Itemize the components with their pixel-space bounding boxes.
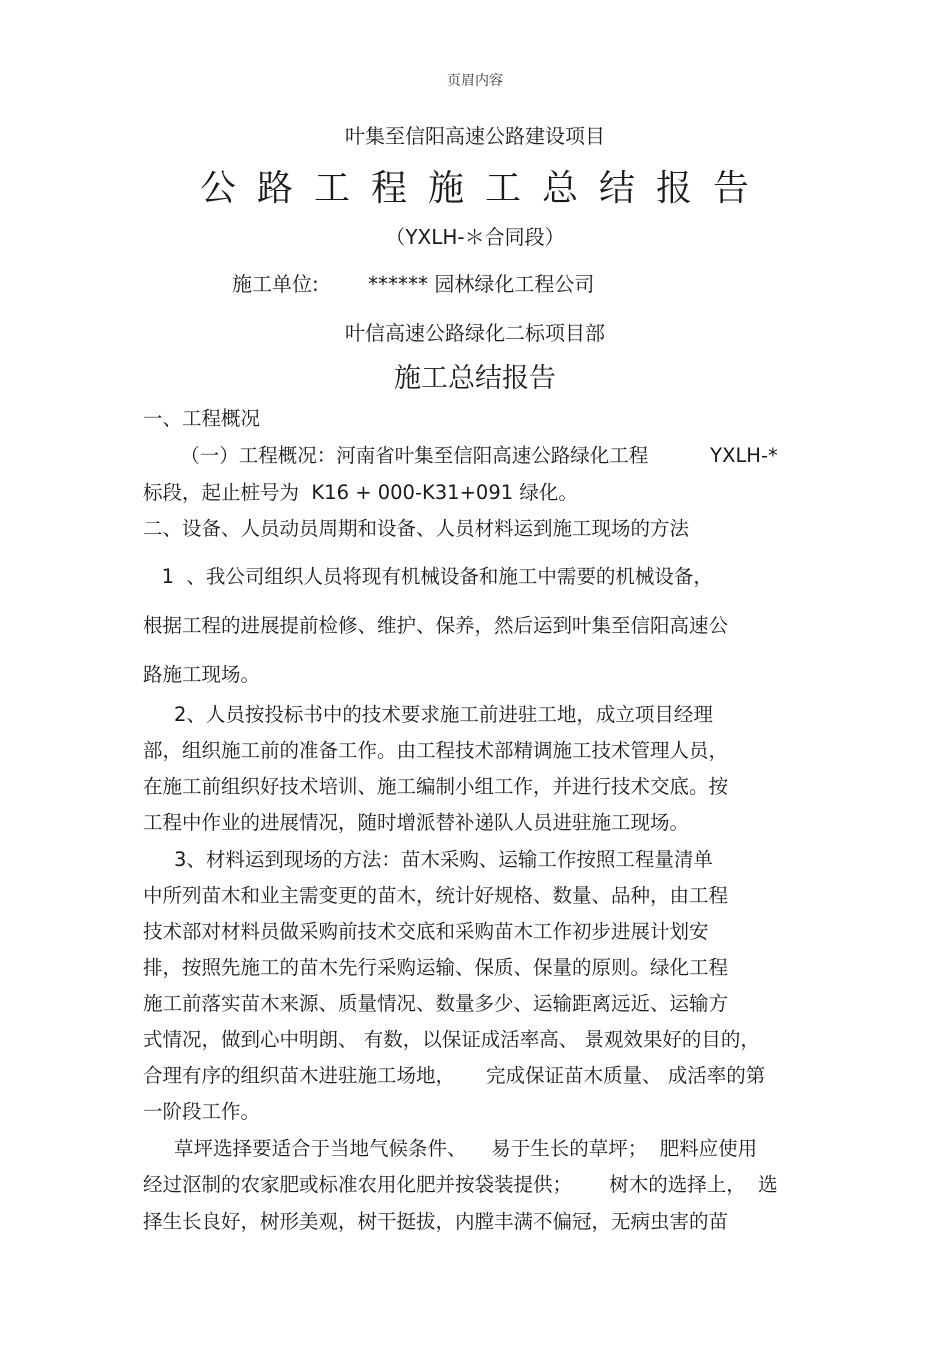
body-line: 经过沤制的农家肥或标准农用化肥并按袋装提供； 树木的选择上， 选: [143, 1173, 778, 1196]
body-line: 施工前落实苗木来源、质量情况、数量多少、运输距离远近、运输方: [143, 992, 729, 1015]
project-title: 叶集至信阳高速公路建设项目: [345, 124, 605, 148]
section-heading: 二、设备、人员动员周期和设备、人员材料运到施工现场的方法: [143, 517, 690, 540]
construction-unit-label: 施工单位:: [232, 272, 319, 296]
body-line: 2、人员按投标书中的技术要求施工前进驻工地，成立项目经理: [143, 703, 713, 726]
department-name: 叶信高速公路绿化二标项目部: [345, 321, 605, 345]
body-line: 3、材料运到现场的方法：苗木采购、运输工作按照工程量清单: [143, 848, 713, 871]
body-line: 标段，起止桩号为 K16 + 000-K31+091 绿化。: [143, 481, 578, 504]
body-line: （一）工程概况：河南省叶集至信阳高速公路绿化工程 YXLH-*: [143, 444, 778, 467]
body-line: 排，按照先施工的苗木先行采购运输、保质、保量的原则。绿化工程: [143, 956, 729, 979]
summary-subtitle: 施工总结报告: [394, 363, 556, 394]
body-line: 式情况，做到心中明朗、 有数，以保证成活率高、 景观效果好的目的，: [143, 1028, 760, 1051]
section-heading: 一、工程概况: [143, 407, 261, 430]
body-line: 在施工前组织好技术培训、施工编制小组工作，并进行技术交底。按: [143, 775, 729, 798]
body-line: 合理有序的组织苗木进驻施工场地， 完成保证苗木质量、 成活率的第: [143, 1064, 766, 1087]
body-line: 部，组织施工前的准备工作。由工程技术部精调施工技术管理人员，: [143, 739, 729, 762]
body-line: 1 、我公司组织人员将现有机械设备和施工中需要的机械设备，: [143, 565, 713, 588]
page-header: 页眉内容: [447, 73, 503, 89]
body-line: 根据工程的进展提前检修、维护、保养，然后运到叶集至信阳高速公: [143, 614, 729, 637]
body-line: 工程中作业的进展情况，随时增派替补递队人员进驻施工现场。: [143, 811, 690, 834]
body-line: 路施工现场。: [143, 663, 261, 686]
body-line: 技术部对材料员做采购前技术交底和采购苗木工作初步进展计划安: [143, 920, 709, 943]
construction-unit-name: ****** 园林绿化工程公司: [368, 272, 595, 296]
body-line: 一阶段工作。: [143, 1100, 261, 1123]
body-line: 草坪选择要适合于当地气候条件、 易于生长的草坪； 肥料应使用: [143, 1137, 758, 1160]
report-title: 公路工程施工总结报告: [199, 168, 770, 209]
body-line: 中所列苗木和业主需变更的苗木，统计好规格、数量、品种，由工程: [143, 884, 729, 907]
body-line: 择生长良好，树形美观，树干挺拔，内膛丰满不偏冠，无病虫害的苗: [143, 1210, 729, 1233]
contract-section: （YXLH-＊合同段）: [385, 225, 565, 249]
